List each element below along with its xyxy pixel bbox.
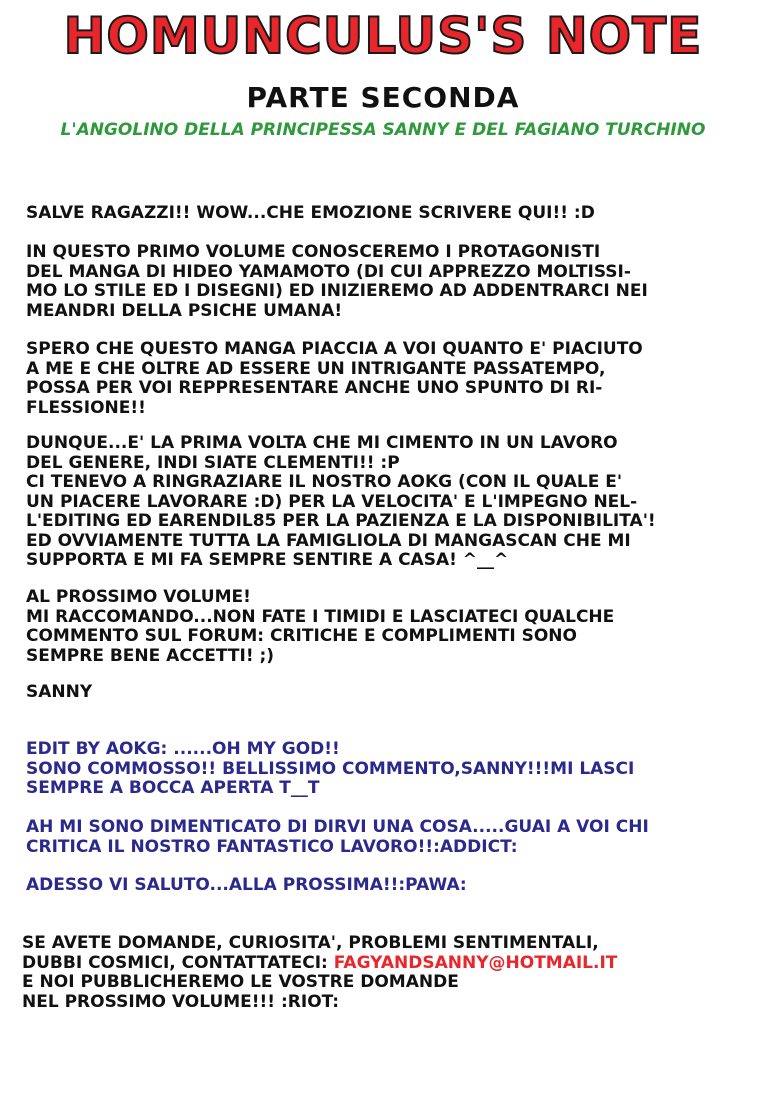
greeting-line: SALVE RAGAZZI!! WOW...CHE EMOZIONE SCRIVERE QUI!! :D — [26, 203, 595, 223]
contact-line: NEL PROSSIMO VOLUME!!! :RIOT: — [22, 991, 340, 1012]
greeting-paragraph — [26, 204, 595, 224]
signature-text: SANNY — [26, 682, 93, 702]
closing-paragraph — [26, 588, 614, 666]
thanks-line: DUNQUE...E' LA PRIMA VOLTA CHE MI CIMENTO IN UN LAVORO — [26, 433, 618, 453]
hope-paragraph — [26, 340, 643, 418]
edit-line: ADESSO VI SALUTO...ALLA PROSSIMA!!:PAWA: — [26, 875, 467, 895]
thanks-line: DEL GENERE, INDI SIATE CLEMENTI!! :P — [26, 452, 400, 473]
contact-line-prefix: DUBBI COSMICI, CONTATTATECI: — [22, 952, 334, 973]
thanks-line: ED OVVIAMENTE TUTTA LA FAMIGLIOLA DI MANGASCAN CHE MI — [26, 530, 631, 551]
hope-line: POSSA PER VOI REPPRESENTARE ANCHE UNO SPUNTO DI RI- — [26, 378, 603, 398]
contact-line: E NOI PUBBLICHEREMO LE VOSTRE DOMANDE — [22, 972, 459, 992]
intro-line: IN QUESTO PRIMO VOLUME CONOSCEREMO I PROTAGONISTI — [26, 242, 601, 262]
closing-line: COMMENTO SUL FORUM: CRITICHE E COMPLIMENTI SONO — [26, 626, 577, 646]
contact-email-link[interactable]: FAGYANDSANNY@HOTMAIL.IT — [333, 952, 618, 973]
thanks-paragraph — [26, 434, 656, 571]
edit-line: CRITICA IL NOSTRO FANTASTICO LAVORO!!:ADDICT: — [26, 836, 518, 857]
intro-paragraph — [26, 243, 648, 321]
hope-line: A ME E CHE OLTRE AD ESSERE UN INTRIGANTE PASSATEMPO, — [26, 358, 606, 379]
edit-line: EDIT BY AOKG: ......OH MY GOD!! — [26, 739, 340, 759]
contact-line — [22, 954, 617, 974]
thanks-line: CI TENEVO A RINGRAZIARE IL NOSTRO AOKG (CON IL QUALE E' — [26, 472, 623, 492]
closing-line: MI RACCOMANDO...NON FATE I TIMIDI E LASCIATECI QUALCHE — [26, 606, 615, 627]
edit-line: SEMPRE A BOCCA APERTA T__T — [26, 778, 320, 798]
closing-line: SEMPRE BENE ACCETTI! ;) — [26, 645, 275, 666]
edit-line: AH MI SONO DIMENTICATO DI DIRVI UNA COSA.....GUAI A VOI CHI — [26, 817, 649, 837]
page-title: HOMUNCULUS'S NOTE — [63, 7, 703, 65]
intro-line: MO LO STILE ED I DISEGNI) ED INIZIEREMO AD ADDENTRARCI NEI — [26, 281, 648, 301]
edit-note-paragraph-3 — [26, 876, 467, 896]
contact-paragraph — [22, 934, 617, 1012]
page-subtitle: PARTE SECONDA — [246, 81, 520, 114]
hope-line: FLESSIONE!! — [26, 397, 146, 418]
hope-line: SPERO CHE QUESTO MANGA PIACCIA A VOI QUANTO E' PIACIUTO — [26, 339, 643, 359]
thanks-line: UN PIACERE LAVORARE :D) PER LA VELOCITA' E L'IMPEGNO NEL- — [26, 491, 638, 512]
edit-note-paragraph-2 — [26, 818, 649, 857]
closing-line: AL PROSSIMO VOLUME! — [26, 587, 251, 607]
signature — [26, 683, 92, 703]
thanks-line: SUPPORTA E MI FA SEMPRE SENTIRE A CASA! ^__^ — [26, 550, 509, 570]
thanks-line: L'EDITING ED EARENDIL85 PER LA PAZIENZA E LA DISPONIBILITA'! — [26, 511, 656, 531]
contact-line: SE AVETE DOMANDE, CURIOSITA', PROBLEMI SENTIMENTALI, — [22, 933, 599, 953]
intro-line: DEL MANGA DI HIDEO YAMAMOTO (DI CUI APPREZZO MOLTISSI- — [26, 261, 631, 282]
intro-line: MEANDRI DELLA PSICHE UMANA! — [26, 300, 343, 321]
page-tagline: L'ANGOLINO DELLA PRINCIPESSA SANNY E DEL FAGIANO TURCHINO — [60, 120, 706, 140]
edit-line: SONO COMMOSSO!! BELLISSIMO COMMENTO,SANNY!!!MI LASCI — [26, 758, 635, 779]
edit-note-paragraph-1 — [26, 740, 634, 799]
